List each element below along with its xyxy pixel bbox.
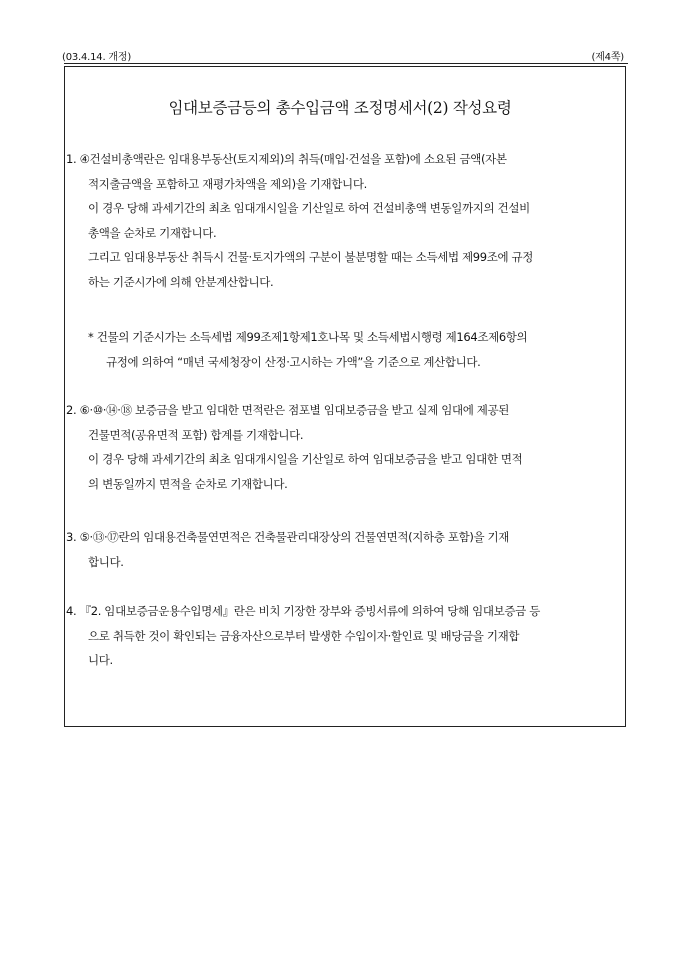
item-line: 4. 『2. 임대보증금운용수입명세』란은 비치 기장한 장부와 증빙서류에 의하여 당해 임대보증금 등 <box>66 604 540 618</box>
instruction-item-4 <box>66 599 624 673</box>
item-line: 의 변동일까지 면적을 순차로 기재합니다. <box>88 476 288 491</box>
page-number: (제4쪽) <box>591 52 624 63</box>
instruction-item-2 <box>66 398 624 496</box>
instruction-item-3 <box>66 525 624 574</box>
item-line: 2. ⑥·⑩·⑭·⑱ 보증금을 받고 임대한 면적란은 점포별 임대보증금을 받고 실제 임대에 제공된 <box>66 403 510 417</box>
item-line: 건물면적(공유면적 포함) 합계를 기재합니다. <box>88 427 304 442</box>
item-line: 하는 기준시가에 의해 안분계산합니다. <box>88 274 274 289</box>
item-line: 3. ⑤·⑬·⑰란의 임대용건축물연면적은 건축물관리대장상의 건물연면적(지하층 포함)을 기재 <box>66 530 510 544</box>
item-line: 적지출금액을 포함하고 재평가차액을 제외)을 기재합니다. <box>88 176 367 191</box>
header-divider <box>64 63 628 64</box>
item-line: 니다. <box>88 653 113 667</box>
instruction-note <box>66 325 624 374</box>
instruction-item-1 <box>66 147 624 294</box>
item-line: 총액을 순차로 기재합니다. <box>88 225 217 240</box>
item-line: 1. ④건설비총액란은 임대용부동산(토지제외)의 취득(매입·건설을 포함)에 소요된 금액(자본 <box>66 152 507 166</box>
document-title: 임대보증금등의 총수입금액 조정명세서(2) 작성요령 <box>168 99 512 117</box>
item-line: * 건물의 기준시가는 소득세법 제99조제1항제1호나목 및 소득세법시행령 제164조제6항의 <box>88 330 528 344</box>
item-line: 으로 취득한 것이 확인되는 금융자산으로부터 발생한 수입이자·할인료 및 배당금을 기재합 <box>88 628 520 643</box>
item-line: 이 경우 당해 과세기간의 최초 임대개시일을 기산일로 하여 임대보증금을 받고 임대한 면적 <box>88 452 523 466</box>
item-line: 합니다. <box>88 554 124 569</box>
item-line: 이 경우 당해 과세기간의 최초 임대개시일을 기산일로 하여 건설비총액 변동일까지의 건설비 <box>88 201 530 215</box>
revision-date: (03.4.14. 개정) <box>62 52 132 63</box>
item-line: 그리고 임대용부동산 취득시 건물·토지가액의 구분이 불분명할 때는 소득세법 제99조에 규정 <box>88 250 534 264</box>
item-line: 규정에 의하여 “매년 국세청장이 산정·고시하는 가액”을 기준으로 계산합니다. <box>106 354 481 369</box>
